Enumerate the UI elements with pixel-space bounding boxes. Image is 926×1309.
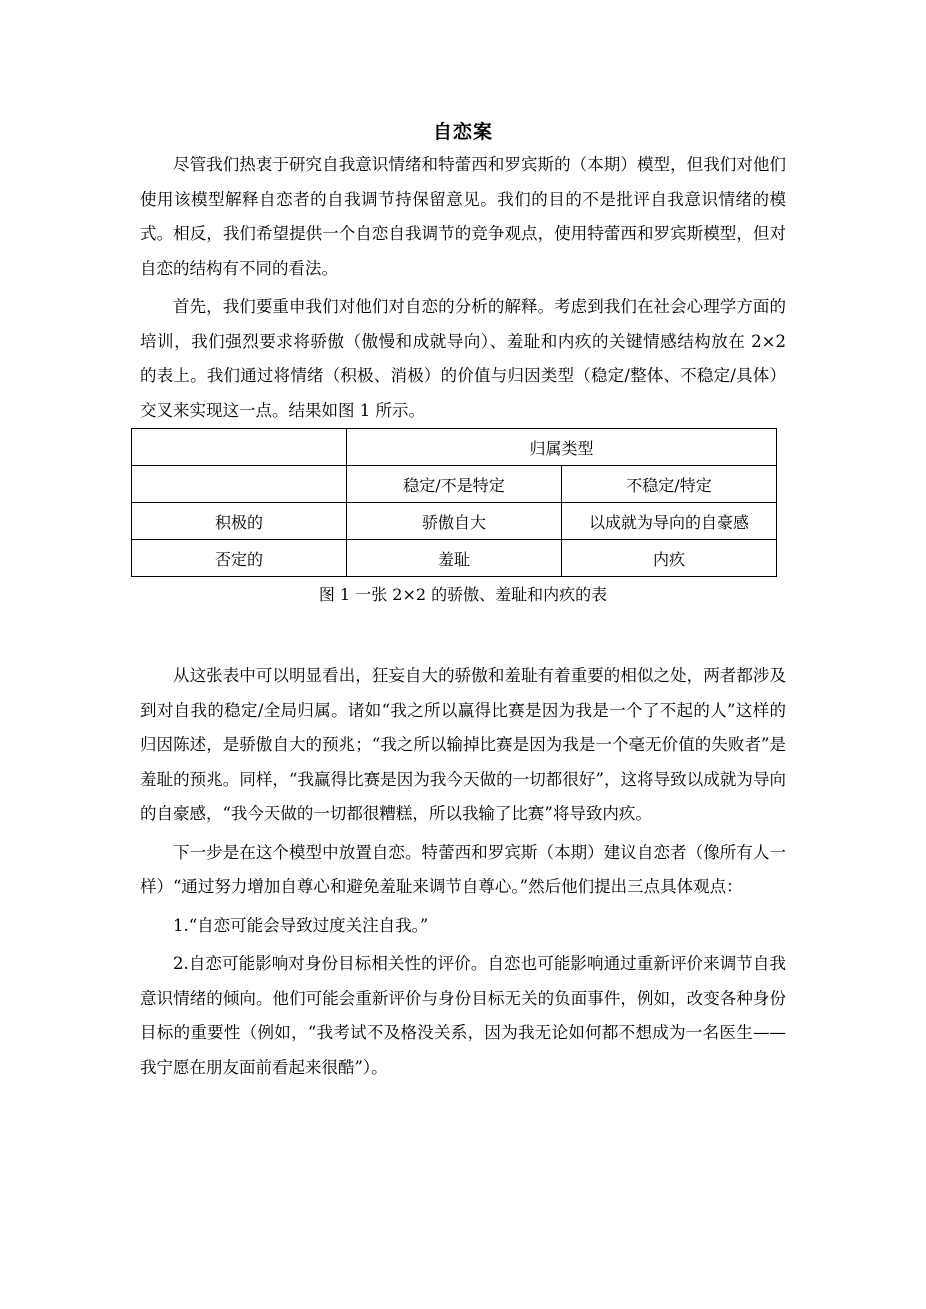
table-cell: 骄傲自大 (347, 503, 562, 540)
table-row (132, 429, 777, 466)
table-row (132, 503, 777, 540)
table-cell-empty (132, 466, 347, 503)
table-row (132, 540, 777, 577)
attribution-table (131, 428, 777, 577)
table-row-label-negative: 否定的 (132, 540, 347, 577)
table-cell: 以成就为导向的自豪感 (562, 503, 777, 540)
list-item-point-2: 2.自恋可能影响对身份目标相关性的评价。自恋也可能影响通过重新评价来调节自我意识情绪的倾向。他们可能会重新评价与身份目标无关的负面事件，例如，改变各种身份目标的重要性（例如，“我考试不及格没关系，因为我无论如何都不想成为一名医生——我宁愿在朋友面前看起来很酷”）。 (140, 954, 786, 1077)
paragraph-intro: 尽管我们热衷于研究自我意识情绪和特蕾西和罗宾斯的（本期）模型，但我们对他们使用该模型解释自恋者的自我调节持保留意见。我们的目的不是批评自我意识情绪的模式。相反，我们希望提供一个自恋自我调节的竞争观点，使用特蕾西和罗宾斯模型，但对自恋的结构有不同的看法。 (140, 155, 786, 278)
table-cell-empty (132, 429, 347, 466)
table-row (132, 466, 777, 503)
document-page (140, 118, 786, 1085)
paragraph-next-step: 下一步是在这个模型中放置自恋。特蕾西和罗宾斯（本期）建议自恋者（像所有人一样）“通过努力增加自尊心和避免羞耻来调节自尊心。”然后他们提出三点具体观点： (140, 842, 786, 896)
table-header-attribution-type: 归属类型 (347, 429, 777, 466)
figure-caption: 图 1 一张 2×2 的骄傲、羞耻和内疚的表 (318, 585, 608, 604)
table-cell: 羞耻 (347, 540, 562, 577)
table-row-label-positive: 积极的 (132, 503, 347, 540)
table-col-stable: 稳定/不是特定 (347, 466, 562, 503)
paragraph-discussion: 从这张表中可以明显看出，狂妄自大的骄傲和羞耻有着重要的相似之处，两者都涉及到对自我的稳定/全局归属。诸如“我之所以赢得比赛是因为我是一个了不起的人”这样的归因陈述，是骄傲自大的预兆；“我之所以输掉比赛是因为我是一个毫无价值的失败者”是羞耻的预兆。同样，“我赢得比赛是因为我今天做的一切都很好”，这将导致以成就为导向的自豪感，“我今天做的一切都很糟糕，所以我输了比赛”将导致内疚。 (140, 666, 786, 823)
table-cell: 内疚 (562, 540, 777, 577)
table-col-unstable: 不稳定/特定 (562, 466, 777, 503)
list-item-point-1: 1.“自恋可能会导致过度关注自我。” (173, 915, 429, 935)
paragraph-analysis: 首先，我们要重申我们对他们对自恋的分析的解释。考虑到我们在社会心理学方面的培训，我们强烈要求将骄傲（傲慢和成就导向）、羞耻和内疚的关键情感结构放在 2×2 的表上。我们通过将情绪（积极、消极）的价值与归因类型（稳定/整体、不稳定/具体）交叉来实现这一点。结果如图 1 所示。 (140, 297, 786, 420)
page-title: 自恋案 (432, 121, 493, 143)
